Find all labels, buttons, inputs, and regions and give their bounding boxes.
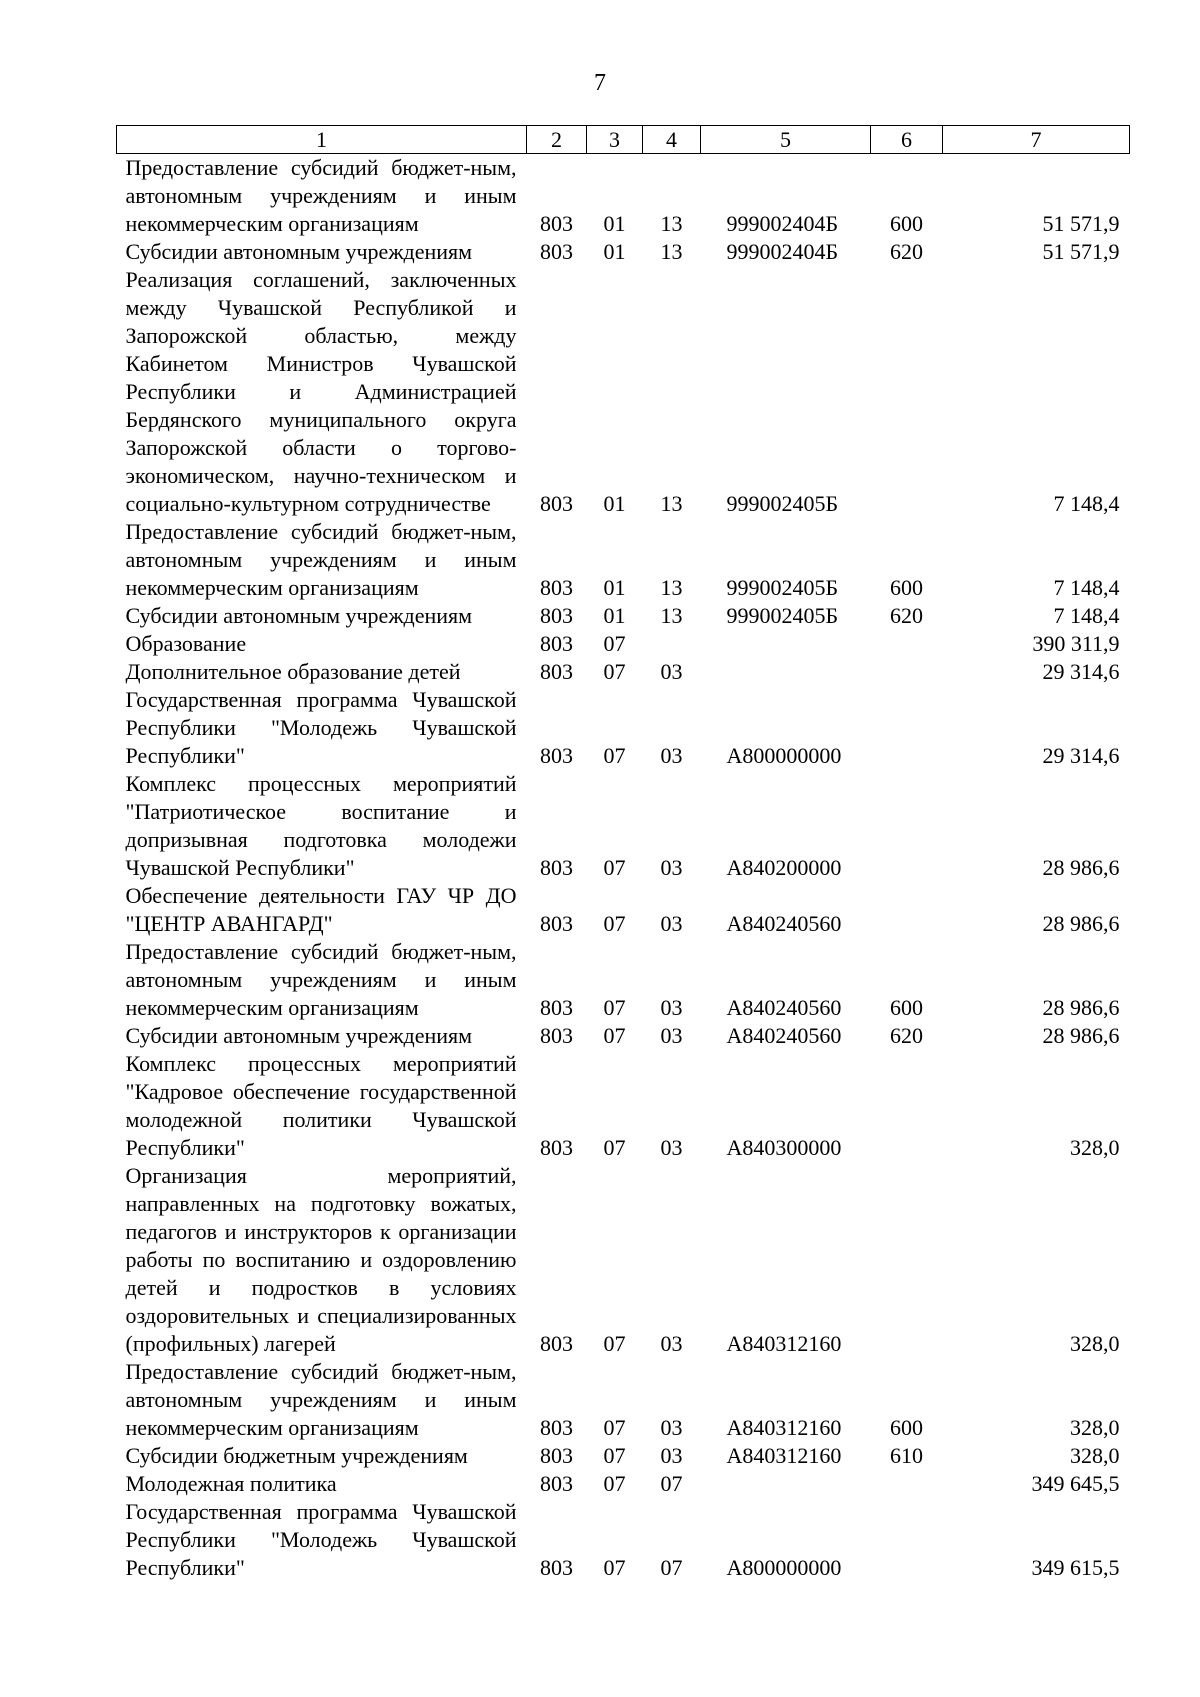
row-section-cell: 07 xyxy=(603,911,626,936)
row-amount-cell: 328,0 xyxy=(1070,1415,1120,1440)
table-row xyxy=(117,1050,1130,1162)
row-section-cell: 07 xyxy=(603,659,626,684)
row-ved-cell: 803 xyxy=(540,211,573,236)
row-expense-type-cell: 610 xyxy=(890,1443,923,1468)
row-section-cell: 01 xyxy=(603,239,626,264)
row-amount-cell: 328,0 xyxy=(1070,1135,1120,1160)
row-target-article-cell: А840300000 xyxy=(726,1135,842,1160)
row-name-cell: Комплекс процессных мероприятий "Кадровое обеспечение государственной молодежной политики Чувашской Республики" xyxy=(125,1051,517,1160)
row-amount-cell: 28 986,6 xyxy=(1042,911,1120,936)
row-ved-cell: 803 xyxy=(540,1443,573,1468)
row-section-cell: 01 xyxy=(603,575,626,600)
row-subsection-cell: 07 xyxy=(660,1555,683,1580)
row-target-article-cell: А840312160 xyxy=(726,1331,842,1356)
table-row xyxy=(117,1358,1130,1442)
row-ved-cell: 803 xyxy=(540,911,573,936)
row-ved-cell: 803 xyxy=(540,855,573,880)
row-subsection-cell: 13 xyxy=(660,491,683,516)
table-row xyxy=(117,602,1130,630)
row-ved-cell: 803 xyxy=(540,631,573,656)
row-section-cell: 07 xyxy=(603,855,626,880)
row-section-cell: 01 xyxy=(603,491,626,516)
row-subsection-cell: 03 xyxy=(660,1443,683,1468)
row-expense-type-cell xyxy=(871,686,943,770)
row-amount-cell: 28 986,6 xyxy=(1042,995,1120,1020)
row-subsection-cell: 03 xyxy=(660,743,683,768)
table-row xyxy=(117,238,1130,266)
row-section-cell: 07 xyxy=(603,1443,626,1468)
row-expense-type-cell xyxy=(871,1162,943,1358)
row-section-cell: 07 xyxy=(603,1415,626,1440)
row-ved-cell: 803 xyxy=(540,1555,573,1580)
row-subsection-cell: 13 xyxy=(660,211,683,236)
row-name-cell: Субсидии бюджетным учреждениям xyxy=(125,1443,468,1468)
table-row xyxy=(117,770,1130,882)
row-target-article-cell: 999002404Б xyxy=(726,211,839,236)
table-row xyxy=(117,630,1130,658)
table-row xyxy=(117,154,1130,239)
row-target-article-cell: 999002404Б xyxy=(726,239,839,264)
row-section-cell: 07 xyxy=(603,1471,626,1496)
row-expense-type-cell: 620 xyxy=(890,1023,923,1048)
row-expense-type-cell xyxy=(871,1498,943,1582)
table-row xyxy=(117,938,1130,1022)
table-row xyxy=(117,1162,1130,1358)
header-row xyxy=(117,126,1130,154)
row-subsection-cell xyxy=(643,630,701,658)
row-name-cell: Предоставление субсидий бюджет-ным, автономным учреждениям и иным некоммерческим организациям xyxy=(125,155,517,236)
row-section-cell: 07 xyxy=(603,1555,626,1580)
row-section-cell: 07 xyxy=(603,1331,626,1356)
header-col-3: 3 xyxy=(587,126,643,154)
row-ved-cell: 803 xyxy=(540,603,573,628)
row-ved-cell: 803 xyxy=(540,1415,573,1440)
row-ved-cell: 803 xyxy=(540,239,573,264)
table-body xyxy=(117,154,1130,1583)
row-target-article-cell: А840240560 xyxy=(726,1023,842,1048)
row-name-cell: Дополнительное образование детей xyxy=(125,659,461,684)
row-ved-cell: 803 xyxy=(540,1023,573,1048)
table-row xyxy=(117,266,1130,518)
row-name-cell: Организация мероприятий, направленных на подготовку вожатых, педагогов и инструкторов к организации работы по воспитанию и оздоровлению детей и подростков в условиях оздоровительных и специализированных (профильных) лагерей xyxy=(125,1163,517,1356)
header-col-6: 6 xyxy=(871,126,943,154)
row-expense-type-cell: 600 xyxy=(890,211,923,236)
row-amount-cell: 29 314,6 xyxy=(1042,659,1120,684)
row-target-article-cell: А840240560 xyxy=(726,995,842,1020)
table-row xyxy=(117,1498,1130,1582)
row-subsection-cell: 03 xyxy=(660,995,683,1020)
row-subsection-cell: 07 xyxy=(660,1471,683,1496)
row-subsection-cell: 03 xyxy=(660,911,683,936)
budget-table xyxy=(116,125,1130,1582)
row-expense-type-cell xyxy=(871,266,943,518)
row-subsection-cell: 13 xyxy=(660,575,683,600)
row-amount-cell: 29 314,6 xyxy=(1042,743,1120,768)
table-row xyxy=(117,882,1130,938)
row-ved-cell: 803 xyxy=(540,491,573,516)
row-ved-cell: 803 xyxy=(540,995,573,1020)
row-target-article-cell xyxy=(701,630,871,658)
row-expense-type-cell: 620 xyxy=(890,603,923,628)
row-name-cell: Субсидии автономным учреждениям xyxy=(125,239,473,264)
row-subsection-cell: 03 xyxy=(660,855,683,880)
row-target-article-cell: А840312160 xyxy=(726,1443,842,1468)
table-row xyxy=(117,1442,1130,1470)
row-subsection-cell: 03 xyxy=(660,1331,683,1356)
row-section-cell: 01 xyxy=(603,211,626,236)
row-target-article-cell: 999002405Б xyxy=(726,603,839,628)
row-section-cell: 07 xyxy=(603,995,626,1020)
row-amount-cell: 7 148,4 xyxy=(1053,491,1120,516)
row-name-cell: Субсидии автономным учреждениям xyxy=(125,1023,473,1048)
table-row xyxy=(117,686,1130,770)
row-ved-cell: 803 xyxy=(540,1331,573,1356)
row-section-cell: 07 xyxy=(603,1023,626,1048)
row-amount-cell: 51 571,9 xyxy=(1042,239,1120,264)
row-name-cell: Предоставление субсидий бюджет-ным, автономным учреждениям и иным некоммерческим организациям xyxy=(125,1359,517,1440)
row-target-article-cell: А840240560 xyxy=(726,911,842,936)
row-ved-cell: 803 xyxy=(540,743,573,768)
row-target-article-cell: А800000000 xyxy=(726,1555,842,1580)
table-row xyxy=(117,1470,1130,1498)
row-name-cell: Государственная программа Чувашской Республики "Молодежь Чувашской Республики" xyxy=(125,687,517,768)
row-section-cell: 07 xyxy=(603,631,626,656)
row-expense-type-cell xyxy=(871,658,943,686)
row-amount-cell: 349 615,5 xyxy=(1031,1555,1120,1580)
row-subsection-cell: 03 xyxy=(660,659,683,684)
row-target-article-cell: 999002405Б xyxy=(726,575,839,600)
row-amount-cell: 51 571,9 xyxy=(1042,211,1120,236)
row-amount-cell: 28 986,6 xyxy=(1042,855,1120,880)
row-ved-cell: 803 xyxy=(540,575,573,600)
row-ved-cell: 803 xyxy=(540,1135,573,1160)
row-name-cell: Молодежная политика xyxy=(125,1471,337,1496)
row-target-article-cell: А840200000 xyxy=(726,855,842,880)
row-ved-cell: 803 xyxy=(540,659,573,684)
row-amount-cell: 7 148,4 xyxy=(1053,603,1120,628)
row-name-cell: Обеспечение деятельности ГАУ ЧР ДО "ЦЕНТР АВАНГАРД" xyxy=(125,883,517,936)
row-target-article-cell: А840312160 xyxy=(726,1415,842,1440)
row-subsection-cell: 13 xyxy=(660,603,683,628)
row-expense-type-cell: 600 xyxy=(890,995,923,1020)
row-name-cell: Образование xyxy=(125,631,247,656)
row-subsection-cell: 03 xyxy=(660,1415,683,1440)
row-expense-type-cell xyxy=(871,1050,943,1162)
row-name-cell: Реализация соглашений, заключенных между Чувашской Республикой и Запорожской областью, между Кабинетом Министров Чувашской Республики и Администрацией Бердянского муниципального округа Запорожской области о торгово-экономическом, научно-техническом и социально-культурном сотрудничестве xyxy=(125,267,517,516)
row-expense-type-cell: 600 xyxy=(890,1415,923,1440)
row-expense-type-cell: 600 xyxy=(890,575,923,600)
row-name-cell: Предоставление субсидий бюджет-ным, автономным учреждениям и иным некоммерческим организациям xyxy=(125,939,517,1020)
header-col-1: 1 xyxy=(117,126,527,154)
table-row xyxy=(117,518,1130,602)
row-name-cell: Государственная программа Чувашской Республики "Молодежь Чувашской Республики" xyxy=(125,1499,517,1580)
row-section-cell: 07 xyxy=(603,743,626,768)
row-expense-type-cell xyxy=(871,630,943,658)
row-subsection-cell: 03 xyxy=(660,1135,683,1160)
row-target-article-cell: А800000000 xyxy=(726,743,842,768)
header-col-2: 2 xyxy=(527,126,587,154)
row-expense-type-cell xyxy=(871,770,943,882)
row-amount-cell: 28 986,6 xyxy=(1042,1023,1120,1048)
row-amount-cell: 390 311,9 xyxy=(1032,631,1120,656)
header-col-4: 4 xyxy=(643,126,701,154)
row-amount-cell: 7 148,4 xyxy=(1053,575,1120,600)
header-col-7: 7 xyxy=(943,126,1130,154)
row-amount-cell: 349 645,5 xyxy=(1031,1471,1120,1496)
row-amount-cell: 328,0 xyxy=(1070,1331,1120,1356)
row-name-cell: Субсидии автономным учреждениям xyxy=(125,603,473,628)
row-amount-cell: 328,0 xyxy=(1070,1443,1120,1468)
row-subsection-cell: 03 xyxy=(660,1023,683,1048)
row-expense-type-cell xyxy=(871,1470,943,1498)
row-name-cell: Комплекс процессных мероприятий "Патриотическое воспитание и допризывная подготовка молодежи Чувашской Республики" xyxy=(125,771,517,880)
page-number: 7 xyxy=(594,70,606,96)
row-expense-type-cell xyxy=(871,882,943,938)
row-target-article-cell xyxy=(701,1470,871,1498)
row-subsection-cell: 13 xyxy=(660,239,683,264)
row-ved-cell: 803 xyxy=(540,1471,573,1496)
header-col-5: 5 xyxy=(701,126,871,154)
table-header xyxy=(117,126,1130,154)
row-expense-type-cell: 620 xyxy=(890,239,923,264)
row-target-article-cell: 999002405Б xyxy=(726,491,839,516)
row-name-cell: Предоставление субсидий бюджет-ным, автономным учреждениям и иным некоммерческим организациям xyxy=(125,519,517,600)
row-target-article-cell xyxy=(701,658,871,686)
table-row xyxy=(117,1022,1130,1050)
table-row xyxy=(117,658,1130,686)
row-section-cell: 07 xyxy=(603,1135,626,1160)
row-section-cell: 01 xyxy=(603,603,626,628)
